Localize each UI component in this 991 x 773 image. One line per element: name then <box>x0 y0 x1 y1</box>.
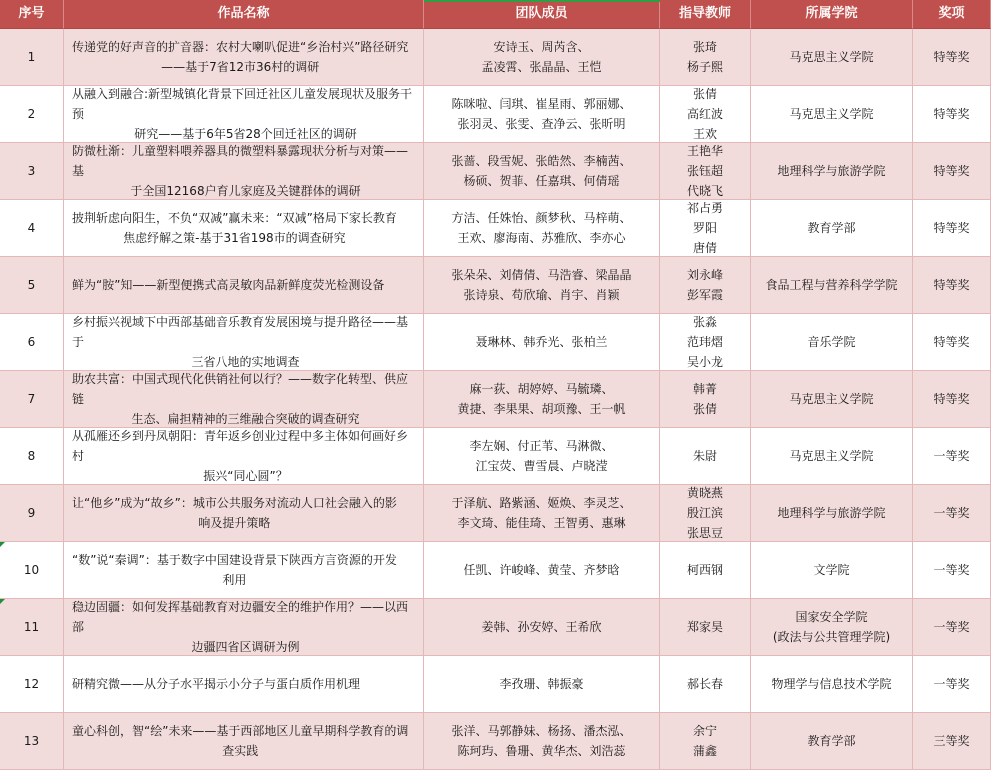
cell-college[interactable] <box>751 86 913 143</box>
cell-college[interactable] <box>751 599 913 656</box>
cell-team-line: 陈珂玙、鲁珊、黄华杰、刘浩蕊 <box>457 744 626 758</box>
cell-college-lines <box>789 389 873 409</box>
cell-teacher-lines <box>687 314 723 371</box>
cell-title[interactable] <box>64 314 424 371</box>
cell-teacher[interactable] <box>660 485 751 542</box>
cell-teacher-lines <box>687 86 723 143</box>
cell-title-lines <box>72 208 397 248</box>
header-title[interactable]: 作品名称 <box>64 0 424 29</box>
cell-team-line: 江宝荧、曹雪晨、卢晓滢 <box>475 459 608 473</box>
cell-teacher-line: 范玮熠 <box>686 335 723 349</box>
cell-college-line: 音乐学院 <box>807 335 856 349</box>
cell-teacher-line: 余宁 <box>692 724 717 738</box>
cell-award[interactable] <box>913 29 991 86</box>
cell-title-lines <box>72 37 408 77</box>
cell-team-lines <box>451 721 631 761</box>
cell-college[interactable] <box>751 200 913 257</box>
cell-title-line: 从融入到融合:新型城镇化背景下回迁社区儿童发展现状及服务干预 <box>72 87 413 121</box>
cell-team-lines <box>499 674 583 694</box>
cell-award-text: 特等奖 <box>933 50 970 64</box>
cell-team[interactable] <box>424 428 660 485</box>
cell-title-lines <box>72 674 360 694</box>
cell-title-line: 研精究微——从分子水平揭示小分子与蛋白质作用机理 <box>72 677 361 691</box>
table-row <box>0 371 991 428</box>
cell-title-line: 传递党的好声音的扩音器：农村大喇叭促进“乡治村兴”路径研究 <box>72 40 409 54</box>
cell-team[interactable] <box>424 599 660 656</box>
cell-college-line: 教育学部 <box>807 734 856 748</box>
cell-no-text: 4 <box>27 221 36 235</box>
cell-college-line: 物理学与信息技术学院 <box>771 677 892 691</box>
cell-no-text: 12 <box>23 677 40 691</box>
cell-college[interactable] <box>751 257 913 314</box>
cell-title-line: 防微杜渐：儿童塑料喂养器具的微塑料暴露现状分析与对策——基 <box>72 144 409 178</box>
cell-college-line: 马克思主义学院 <box>789 50 874 64</box>
cell-no-text: 9 <box>27 506 36 520</box>
cell-team-lines <box>481 37 601 77</box>
cell-teacher-line: 罗阳 <box>692 221 717 235</box>
cell-teacher[interactable] <box>660 86 751 143</box>
cell-team-lines <box>451 265 631 305</box>
header-award[interactable]: 奖项 <box>913 0 991 29</box>
cell-team-line: 黄捷、李果果、胡项豫、王一帆 <box>457 402 626 416</box>
cell-award[interactable] <box>913 485 991 542</box>
cell-college-line: 马克思主义学院 <box>789 392 874 406</box>
cell-team[interactable] <box>424 713 660 770</box>
cell-college-line: 地理科学与旅游学院 <box>777 506 886 520</box>
cell-team[interactable] <box>424 86 660 143</box>
cell-award-text: 一等奖 <box>933 677 970 691</box>
cell-team-line: 孟凌霄、张晶晶、王恺 <box>481 60 602 74</box>
cell-no[interactable] <box>0 371 64 428</box>
cell-team-line: 李文琦、能佳琦、王智勇、惠琳 <box>457 516 626 530</box>
cell-title-line: 乡村振兴视域下中西部基础音乐教育发展困境与提升路径——基于 <box>72 315 409 349</box>
cell-team-lines <box>451 208 631 248</box>
header-teacher[interactable]: 指导教师 <box>660 0 751 29</box>
cell-title-lines <box>72 275 384 295</box>
cell-college-line: 教育学部 <box>807 221 856 235</box>
cell-title-lines <box>72 143 419 200</box>
cell-title[interactable] <box>64 143 424 200</box>
cell-teacher[interactable] <box>660 314 751 371</box>
cell-award[interactable] <box>913 371 991 428</box>
cell-team[interactable] <box>424 314 660 371</box>
cell-title-lines <box>72 599 419 656</box>
cell-title-line: 振兴“同心圆”？ <box>203 469 288 483</box>
cell-teacher-lines <box>687 485 723 542</box>
cell-college-line: 文学院 <box>813 563 850 577</box>
cell-award[interactable] <box>913 428 991 485</box>
cell-teacher-lines <box>687 617 723 637</box>
cell-college[interactable] <box>751 656 913 713</box>
cell-no-text: 3 <box>27 164 36 178</box>
cell-teacher[interactable] <box>660 428 751 485</box>
cell-title[interactable] <box>64 428 424 485</box>
cell-college[interactable] <box>751 371 913 428</box>
cell-team-line: 王欢、廖海南、苏雅欣、李亦心 <box>457 231 626 245</box>
active-column-marker <box>424 0 660 2</box>
cell-teacher-line: 代晓飞 <box>686 184 723 198</box>
cell-title[interactable] <box>64 371 424 428</box>
cell-title-line: 研究——基于6年5省28个回迁社区的调研 <box>134 127 357 141</box>
cell-teacher-lines <box>687 674 723 694</box>
cell-title[interactable] <box>64 200 424 257</box>
cell-teacher-line: 张倩 <box>692 87 717 101</box>
cell-title-line: 稳边固疆：如何发挥基础教育对边疆安全的维护作用？——以西部 <box>72 600 409 634</box>
cell-teacher-lines <box>693 379 717 419</box>
cell-title-lines <box>72 314 419 371</box>
cell-team-line: 姜韩、孙安婷、王希欣 <box>481 620 602 634</box>
table-row <box>0 485 991 542</box>
cell-award-text: 一等奖 <box>933 563 970 577</box>
cell-teacher[interactable] <box>660 542 751 599</box>
cell-teacher[interactable] <box>660 29 751 86</box>
cell-title-lines <box>72 428 419 485</box>
cell-teacher-line: 刘永峰 <box>686 268 723 282</box>
table-row <box>0 314 991 371</box>
table-row <box>0 200 991 257</box>
cell-no-text: 1 <box>27 50 36 64</box>
cell-title[interactable] <box>64 542 424 599</box>
cell-team-line: 方洁、任姝怡、颜梦秋、马梓萌、 <box>451 211 632 225</box>
cell-teacher-lines <box>693 446 717 466</box>
cell-team[interactable] <box>424 143 660 200</box>
cell-no-text: 10 <box>23 563 40 577</box>
cell-team[interactable] <box>424 29 660 86</box>
cell-no[interactable] <box>0 428 64 485</box>
cell-college[interactable] <box>751 428 913 485</box>
cell-title-line: “数”说“秦调”：基于数字中国建设背景下陕西方言资源的开发 <box>72 553 397 567</box>
cell-team-line: 陈咪啦、闫琪、崔星雨、郭丽娜、 <box>451 97 632 111</box>
cell-teacher-line: 郑家昊 <box>686 620 723 634</box>
cell-teacher[interactable] <box>660 371 751 428</box>
cell-team-line: 安诗玉、周芮含、 <box>493 40 590 54</box>
table-row <box>0 257 991 314</box>
cell-award[interactable] <box>913 257 991 314</box>
cell-teacher-line: 王艳华 <box>686 144 723 158</box>
cell-title-line: 响及提升策略 <box>198 516 271 530</box>
cell-college-lines <box>807 218 855 238</box>
cell-college-lines <box>807 332 855 352</box>
cell-award[interactable] <box>913 542 991 599</box>
cell-title-line: 披荆斩虑向阳生，不负“双减”赢未来：“双减”格局下家长教育 <box>72 211 397 225</box>
cell-teacher-line: 张思豆 <box>686 526 723 540</box>
cell-team-line: 李左娴、付正苇、马淋微、 <box>469 439 614 453</box>
cell-title-line: 查实践 <box>222 744 259 758</box>
cell-award[interactable] <box>913 713 991 770</box>
cell-title-line: 助农共富：中国式现代化供销社何以行？——数字化转型、供应链 <box>72 372 409 406</box>
header-team[interactable]: 团队成员 <box>424 0 660 29</box>
cell-teacher-line: 张淼 <box>692 315 717 329</box>
cell-award-text: 特等奖 <box>933 164 970 178</box>
cell-teacher-lines <box>693 721 717 761</box>
table-row <box>0 29 991 86</box>
cell-teacher-lines <box>687 200 723 257</box>
header-no[interactable]: 序号 <box>0 0 64 29</box>
cell-teacher[interactable] <box>660 200 751 257</box>
cell-team-line: 张羽灵、张雯、查净云、张昕明 <box>457 117 626 131</box>
cell-award-text: 特等奖 <box>933 221 970 235</box>
cell-award-text: 一等奖 <box>933 620 970 634</box>
cell-teacher-line: 韩菁 <box>692 382 717 396</box>
cell-teacher[interactable] <box>660 656 751 713</box>
cell-college-lines <box>789 47 873 67</box>
cell-team-lines <box>451 94 631 134</box>
cell-award[interactable] <box>913 143 991 200</box>
cell-no[interactable] <box>0 542 64 599</box>
cell-teacher-lines <box>687 37 723 77</box>
table-row <box>0 599 991 656</box>
cell-award-text: 特等奖 <box>933 107 970 121</box>
cell-team-line: 张诗泉、苟欣瑜、肖宇、肖颖 <box>463 288 620 302</box>
cell-college[interactable] <box>751 314 913 371</box>
cell-college-line: (政法与公共管理学院) <box>772 630 891 644</box>
cell-no[interactable] <box>0 200 64 257</box>
cell-teacher[interactable] <box>660 599 751 656</box>
cell-award-text: 三等奖 <box>933 734 970 748</box>
cell-team-lines <box>451 493 631 533</box>
table-row <box>0 143 991 200</box>
cell-title-line: 从孤雁还乡到丹凤朝阳：青年返乡创业过程中多主体如何画好乡村 <box>72 429 409 463</box>
cell-title[interactable] <box>64 29 424 86</box>
cell-award-text: 一等奖 <box>933 449 970 463</box>
cell-no-text: 11 <box>23 620 40 634</box>
cell-title[interactable] <box>64 599 424 656</box>
cell-title-line: 于全国12168户育儿家庭及关键群体的调研 <box>130 184 361 198</box>
cell-title-line: 焦虑纾解之策-基于31省198市的调查研究 <box>123 231 346 245</box>
cell-teacher-lines <box>687 560 723 580</box>
cell-college[interactable] <box>751 143 913 200</box>
header-college[interactable]: 所属学院 <box>751 0 913 29</box>
cell-college-lines <box>777 161 885 181</box>
cell-title-lines <box>72 86 419 143</box>
cell-no[interactable] <box>0 143 64 200</box>
cell-teacher[interactable] <box>660 713 751 770</box>
cell-title-line: ——基于7省12市36村的调研 <box>161 60 320 74</box>
cell-college[interactable] <box>751 542 913 599</box>
cell-teacher-line: 张琦 <box>692 40 717 54</box>
table-row <box>0 542 991 599</box>
cell-team-line: 张朵朵、刘倩倩、马浩睿、梁晶晶 <box>451 268 632 282</box>
cell-team[interactable] <box>424 542 660 599</box>
cell-college-lines <box>813 560 849 580</box>
cell-teacher-line: 张倩 <box>692 402 717 416</box>
cell-teacher-line: 蒲鑫 <box>692 744 717 758</box>
cell-no[interactable] <box>0 485 64 542</box>
cell-team-line: 杨硕、贺菲、任嘉琪、何倩瑶 <box>463 174 620 188</box>
cell-team-line: 任凯、许峻峰、黄莹、齐梦晗 <box>463 563 620 577</box>
cell-title-line: 边疆四省区调研为例 <box>191 640 300 654</box>
comment-indicator <box>0 542 5 547</box>
cell-team-lines <box>463 560 619 580</box>
cell-team[interactable] <box>424 200 660 257</box>
cell-title-lines <box>72 721 408 761</box>
cell-title-line: 利用 <box>222 573 247 587</box>
cell-no-text: 13 <box>23 734 40 748</box>
cell-team-lines <box>451 151 631 191</box>
cell-teacher-line: 王欢 <box>692 127 717 141</box>
cell-award[interactable] <box>913 314 991 371</box>
cell-team-lines <box>475 332 607 352</box>
cell-team-line: 聂琳林、韩乔光、张柏兰 <box>475 335 608 349</box>
cell-team[interactable] <box>424 257 660 314</box>
cell-college-line: 马克思主义学院 <box>789 107 874 121</box>
cell-teacher-line: 殷江滨 <box>686 506 723 520</box>
cell-teacher-line: 张钰超 <box>686 164 723 178</box>
cell-no[interactable] <box>0 656 64 713</box>
cell-no-text: 7 <box>27 392 36 406</box>
cell-team-lines <box>469 436 613 476</box>
cell-college-line: 地理科学与旅游学院 <box>777 164 886 178</box>
cell-no[interactable] <box>0 314 64 371</box>
cell-award[interactable] <box>913 86 991 143</box>
cell-title[interactable] <box>64 713 424 770</box>
cell-teacher-line: 朱尉 <box>692 449 717 463</box>
cell-college-line: 马克思主义学院 <box>789 449 874 463</box>
cell-teacher-line: 唐倩 <box>692 241 717 255</box>
cell-teacher-lines <box>687 265 723 305</box>
cell-teacher-lines <box>687 143 723 200</box>
table-row <box>0 86 991 143</box>
cell-team[interactable] <box>424 485 660 542</box>
cell-no-text: 2 <box>27 107 36 121</box>
cell-college[interactable] <box>751 713 913 770</box>
cell-team-lines <box>457 379 625 419</box>
cell-college-lines <box>777 503 885 523</box>
cell-college-lines <box>771 674 891 694</box>
cell-college-lines <box>807 731 855 751</box>
cell-teacher[interactable] <box>660 143 751 200</box>
cell-title-lines <box>72 371 419 428</box>
cell-no[interactable] <box>0 29 64 86</box>
cell-teacher[interactable] <box>660 257 751 314</box>
comment-indicator <box>0 599 5 604</box>
cell-college-lines <box>765 275 897 295</box>
cell-award[interactable] <box>913 599 991 656</box>
table-row <box>0 428 991 485</box>
cell-team-line: 张洋、马郭静妹、杨扬、潘杰泓、 <box>451 724 632 738</box>
cell-title-lines <box>72 493 397 533</box>
cell-college-line: 食品工程与营养科学学院 <box>765 278 898 292</box>
cell-teacher-line: 黄晓燕 <box>686 486 723 500</box>
cell-award[interactable] <box>913 200 991 257</box>
cell-college[interactable] <box>751 485 913 542</box>
cell-team-line: 李孜珊、韩振豪 <box>499 677 584 691</box>
cell-teacher-line: 高红波 <box>686 107 723 121</box>
cell-award-text: 一等奖 <box>933 506 970 520</box>
cell-title[interactable] <box>64 86 424 143</box>
cell-team-line: 麻一荻、胡婷婷、马毓璘、 <box>469 382 614 396</box>
table-header-row <box>0 0 991 29</box>
table-row <box>0 656 991 713</box>
cell-teacher-line: 彭军霞 <box>686 288 723 302</box>
cell-team[interactable] <box>424 371 660 428</box>
cell-college-line: 国家安全学院 <box>795 610 868 624</box>
cell-no[interactable] <box>0 599 64 656</box>
cell-teacher-line: 吴小龙 <box>686 355 723 369</box>
cell-teacher-line: 祁占勇 <box>686 201 723 215</box>
cell-award-text: 特等奖 <box>933 278 970 292</box>
cell-title-line: 鲜为“胺”知——新型便携式高灵敏肉品新鲜度荧光检测设备 <box>72 278 385 292</box>
cell-title[interactable] <box>64 257 424 314</box>
cell-no-text: 8 <box>27 449 36 463</box>
cell-award-text: 特等奖 <box>933 392 970 406</box>
cell-no-text: 5 <box>27 278 36 292</box>
table-row <box>0 713 991 770</box>
cell-teacher-line: 杨子熙 <box>686 60 723 74</box>
cell-title-line: 让“他乡”成为“故乡”：城市公共服务对流动人口社会融入的影 <box>72 496 397 510</box>
cell-team[interactable] <box>424 656 660 713</box>
cell-award-text: 特等奖 <box>933 335 970 349</box>
cell-college-lines <box>773 607 890 647</box>
cell-no[interactable] <box>0 713 64 770</box>
cell-title-line: 生态、扁担精神的三维融合突破的调查研究 <box>131 412 360 426</box>
cell-college-lines <box>789 446 873 466</box>
cell-title-lines <box>72 550 397 590</box>
cell-team-line: 于泽航、路紫涵、姬焕、李灵芝、 <box>451 496 632 510</box>
cell-title-line: 童心科创，智“绘”未来——基于西部地区儿童早期科学教育的调 <box>72 724 409 738</box>
cell-no[interactable] <box>0 257 64 314</box>
cell-title[interactable] <box>64 656 424 713</box>
cell-no[interactable] <box>0 86 64 143</box>
cell-team-line: 张蔷、段雪妮、张皓然、李楠茜、 <box>451 154 632 168</box>
cell-team-lines <box>481 617 601 637</box>
cell-no-text: 6 <box>27 335 36 349</box>
cell-college[interactable] <box>751 29 913 86</box>
cell-title-line: 三省八地的实地调查 <box>191 355 300 369</box>
cell-college-lines <box>789 104 873 124</box>
cell-teacher-line: 柯西钢 <box>686 563 723 577</box>
cell-award[interactable] <box>913 656 991 713</box>
cell-teacher-line: 郝长春 <box>686 677 723 691</box>
cell-title[interactable] <box>64 485 424 542</box>
